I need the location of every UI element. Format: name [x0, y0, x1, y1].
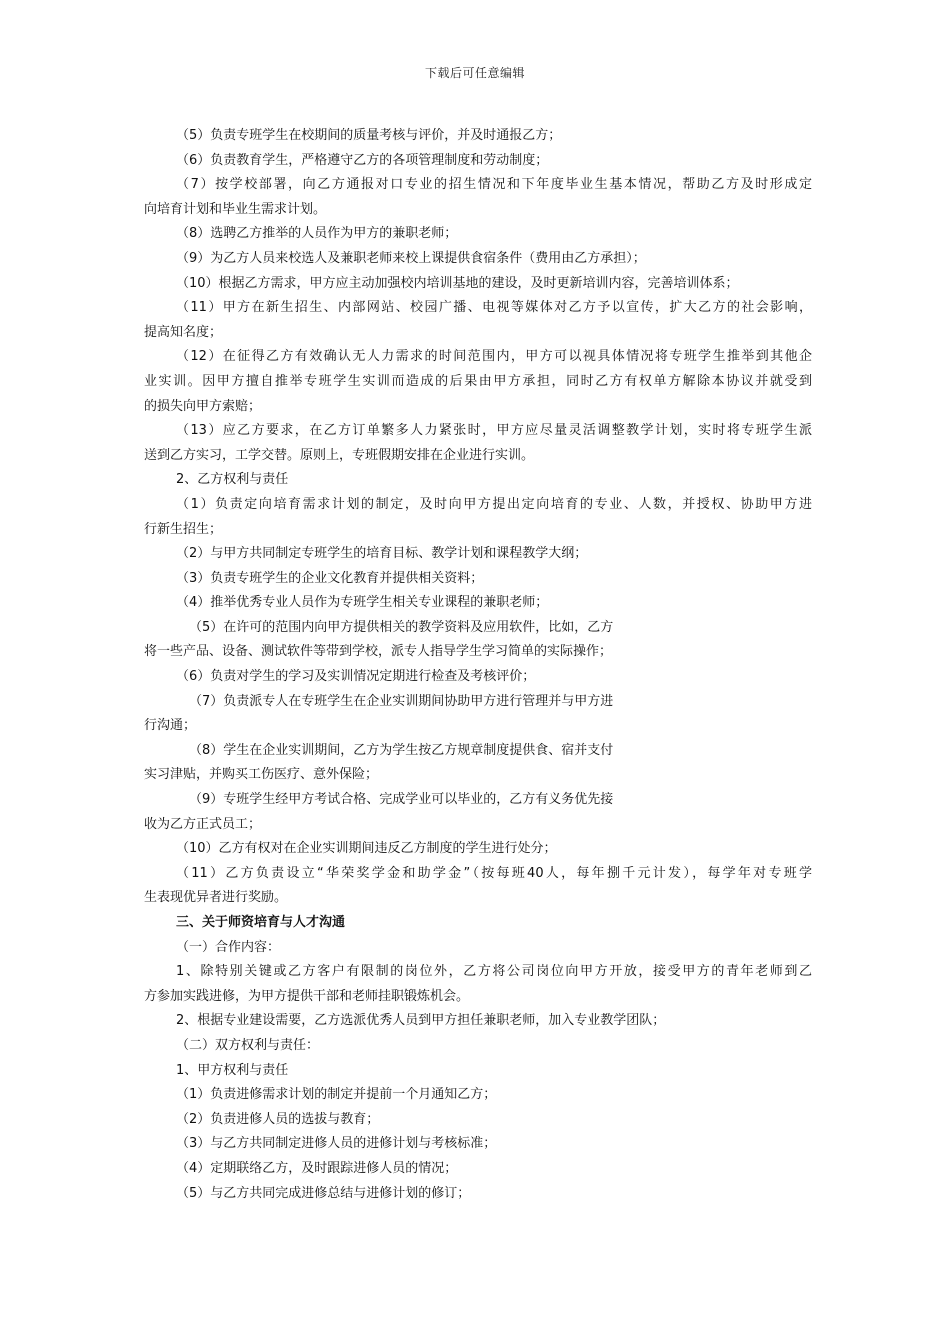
- paragraph-line: 将一些产品、设备、测试软件等带到学校，派专人指导学生学习简单的实际操作；: [144, 644, 613, 660]
- paragraph-line: （5）与乙方共同完成进修总结与进修计划的修订；: [176, 1185, 471, 1201]
- paragraph-line: 方参加实践进修，为甲方提供干部和老师挂职锻炼机会。: [144, 988, 470, 1004]
- paragraph-line: 送到乙方实习，工学交替。原则上，专班假期安排在企业进行实训。: [144, 447, 535, 463]
- paragraph-line: （一）合作内容：: [176, 939, 281, 955]
- document-body: [144, 124, 812, 1206]
- paragraph-line: （11）甲方在新生招生、内部网站、校园广播、电视等媒体对乙方予以宣传，扩大乙方的社会影响，: [176, 300, 812, 316]
- paragraph-line: （5）负责专班学生在校期间的质量考核与评价，并及时通报乙方；: [176, 128, 562, 143]
- paragraph-line: （3）负责专班学生的企业文化教育并提供相关资料；: [176, 570, 484, 586]
- paragraph-line: （10）乙方有权对在企业实训期间违反乙方制度的学生进行处分；: [176, 841, 557, 857]
- paragraph-line: （1）负责定向培育需求计划的制定，及时向甲方提出定向培育的专业、人数，并授权、协助甲方进: [176, 496, 812, 512]
- paragraph-line: 的损失向甲方索赔；: [144, 398, 262, 414]
- paragraph-line: 行新生招生；: [144, 521, 223, 537]
- paragraph-line: （1）负责进修需求计划的制定并提前一个月通知乙方；: [176, 1087, 497, 1103]
- paragraph-line: 行沟通；: [144, 718, 197, 734]
- page-header: 下载后可任意编辑: [424, 66, 525, 80]
- paragraph-line: （6）负责教育学生，严格遵守乙方的各项管理制度和劳动制度；: [176, 152, 549, 168]
- paragraph-line: （9）为乙方人员来校选人及兼职老师来校上课提供食宿条件（费用由乙方承担）；: [176, 250, 646, 266]
- paragraph-line: （5）在许可的范围内向甲方提供相关的教学资料及应用软件，比如，乙方: [189, 619, 614, 635]
- paragraph-line: （13）应乙方要求，在乙方订单繁多人力紧张时，甲方应尽量灵活调整教学计划，实时将专班学生派: [176, 423, 812, 439]
- paragraph-line: （3）与乙方共同制定进修人员的进修计划与考核标准；: [176, 1136, 497, 1152]
- paragraph-line: 生表现优异者进行奖励。: [144, 890, 288, 906]
- paragraph-line: 1、甲方权利与责任: [176, 1062, 289, 1078]
- paragraph-line: （7）负责派专人在专班学生在企业实训期间协助甲方进行管理并与甲方进: [189, 693, 614, 709]
- paragraph-line: （9）专班学生经甲方考试合格、完成学业可以毕业的，乙方有义务优先接: [189, 792, 614, 808]
- paragraph-line: （二）双方权利与责任：: [176, 1037, 320, 1053]
- paragraph-line: （8）学生在企业实训期间，乙方为学生按乙方规章制度提供食、宿并支付: [189, 742, 614, 758]
- paragraph-line: （6）负责对学生的学习及实训情况定期进行检查及考核评价；: [176, 669, 536, 685]
- paragraph-line: 2、根据专业建设需要，乙方选派优秀人员到甲方担任兼职老师，加入专业教学团队；: [176, 1013, 666, 1029]
- paragraph-line: 业实训。因甲方擅自推举专班学生实训而造成的后果由甲方承担，同时乙方有权单方解除本协议并就受到: [144, 373, 812, 389]
- paragraph-line: 实习津贴，并购买工伤医疗、意外保险；: [144, 767, 379, 783]
- paragraph-line: 提高知名度；: [144, 324, 223, 340]
- paragraph-line: （4）定期联络乙方，及时跟踪进修人员的情况；: [176, 1160, 458, 1176]
- paragraph-line: 2、乙方权利与责任: [176, 472, 289, 488]
- paragraph-line: （2）与甲方共同制定专班学生的培育目标、教学计划和课程教学大纲；: [176, 546, 588, 562]
- paragraph-line: （4）推举优秀专业人员作为专班学生相关专业课程的兼职老师；: [176, 595, 549, 611]
- paragraph-line: （8）选聘乙方推举的人员作为甲方的兼职老师；: [176, 226, 458, 242]
- paragraph-line: 1、除特别关键或乙方客户有限制的岗位外，乙方将公司岗位向甲方开放，接受甲方的青年老师到乙: [176, 964, 812, 980]
- section-heading: 三、关于师资培育与人才沟通: [176, 915, 346, 930]
- paragraph-line: （11）乙方负责设立“华荣奖学金和助学金”（按每班40人，每年捌千元计发），每学年对专班学: [176, 865, 812, 881]
- paragraph-line: （12）在征得乙方有效确认无人力需求的时间范围内，甲方可以视具体情况将专班学生推举到其他企: [176, 349, 812, 365]
- paragraph-line: （2）负责进修人员的选拔与教育；: [176, 1111, 380, 1127]
- paragraph-line: （7）按学校部署，向乙方通报对口专业的招生情况和下年度毕业生基本情况，帮助乙方及时形成定: [176, 177, 812, 193]
- paragraph-line: （10）根据乙方需求，甲方应主动加强校内培训基地的建设，及时更新培训内容，完善培训体系；: [176, 275, 739, 291]
- paragraph-line: 收为乙方正式员工；: [144, 816, 262, 832]
- paragraph-line: 向培育计划和毕业生需求计划。: [144, 201, 327, 217]
